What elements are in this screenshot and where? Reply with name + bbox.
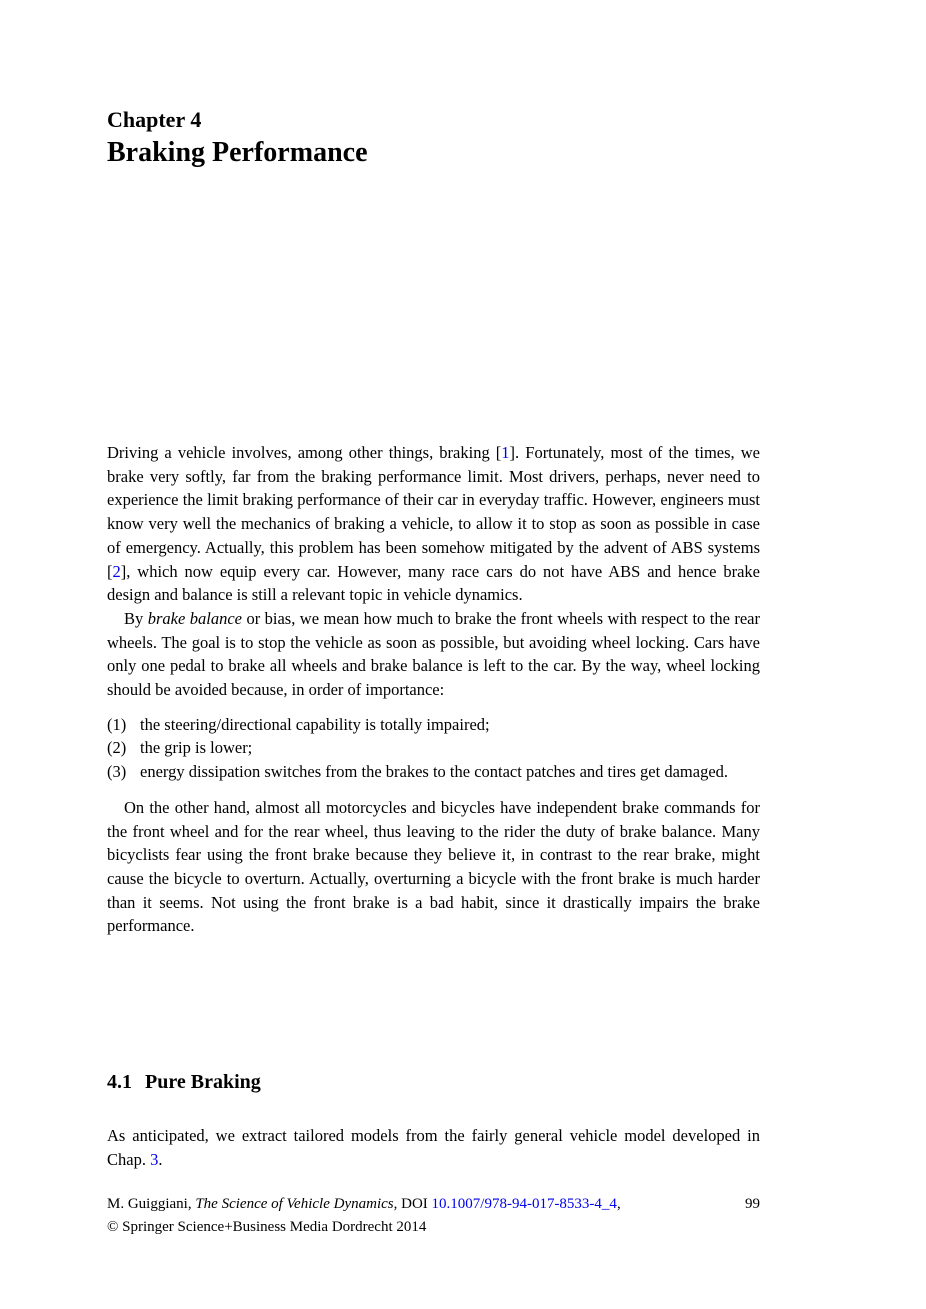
paragraph-pure-braking [107, 1124, 760, 1171]
citation-link-1[interactable]: 1 [501, 443, 510, 462]
footer-doi-label: , DOI [393, 1196, 432, 1212]
italic-term: brake balance [147, 608, 242, 628]
section-heading [107, 1069, 760, 1095]
paragraph-text: ]. Fortunately, most of the times, we brake very softly, far from the braking performance limit. Most drivers, perhaps, never need to experience the limit braking performance of their car in everyday traffic. However, engineers must know very well the mechanics of braking a vehicle, to allow it to stop as soon as possible in case of emergency. Actually, this problem has been somehow mitigated by the advent of ABS systems [ [107, 443, 760, 581]
footer-book-title: The Science of Vehicle Dynamics [195, 1196, 394, 1212]
paragraph-text: Driving a vehicle involves, among other things, braking [ [107, 443, 502, 462]
list-item-text: energy dissipation switches from the brakes to the contact patches and tires get damaged. [140, 762, 729, 782]
section-41 [107, 1069, 760, 1171]
section-title: Pure Braking [145, 1071, 261, 1093]
paragraph-brake-balance [107, 607, 760, 702]
doi-link[interactable]: 10.1007/978-94-017-8533-4_4 [431, 1196, 617, 1212]
list-item-text: the grip is lower; [140, 738, 253, 758]
paragraph-text: By [124, 608, 148, 628]
numbered-list [107, 713, 760, 784]
paragraph-motorcycles: On the other hand, almost all motorcycles and bicycles have independent brake commands for the front wheel and for the rear wheel, thus leaving to the rider the duty of brake balance. Many bicyclists fear using the front brake because they believe it, in contrast to the rear brake, might cause the bicycle to overturn. Actually, overturning a bicycle with the front brake is much harder than it seems. Not using the front brake is a bad habit, since it drastically impairs the brake performance. [107, 797, 760, 936]
page-number: 99 [745, 1196, 760, 1212]
footer-author: M. Guiggiani, [107, 1196, 196, 1212]
list-item [107, 736, 760, 760]
list-marker: (2) [107, 738, 127, 758]
page-footer [107, 1193, 760, 1238]
citation-link-2[interactable]: 2 [112, 561, 121, 581]
list-item [107, 713, 760, 737]
list-item-text: the steering/directional capability is totally impaired; [140, 714, 490, 734]
chapter-ref-link[interactable]: 3 [150, 1149, 159, 1169]
chapter-label: Chapter 4 [107, 107, 202, 132]
list-marker: (1) [107, 714, 127, 734]
paragraph-text: ], which now equip every car. However, many race cars do not have ABS and hence brake design and balance is still a relevant topic in vehicle dynamics. [107, 561, 760, 605]
paragraph-text: . [158, 1149, 163, 1169]
paragraph-intro [107, 441, 760, 607]
footer-citation-line [107, 1193, 760, 1216]
chapter-title: Braking Performance [107, 137, 368, 168]
list-item [107, 760, 760, 784]
list-marker: (3) [107, 762, 127, 782]
footer-doi-suffix: , [616, 1196, 621, 1212]
paragraph-text: or bias, we mean how much to brake the front wheels with respect to the rear wheels. The goal is to stop the vehicle as soon as possible, but avoiding wheel locking. Cars have only one pedal to brake all wheels and brake balance is left to the car. By the way, wheel locking should be avoided because, in order of importance: [107, 608, 760, 700]
footer-copyright-line: © Springer Science+Business Media Dordrecht 2014 [107, 1218, 427, 1235]
body-text [107, 441, 760, 938]
section-number: 4.1 [107, 1071, 132, 1093]
chapter-head [107, 107, 760, 169]
paragraph-text: As anticipated, we extract tailored models from the fairly general vehicle model developed in Chap. [107, 1126, 760, 1169]
